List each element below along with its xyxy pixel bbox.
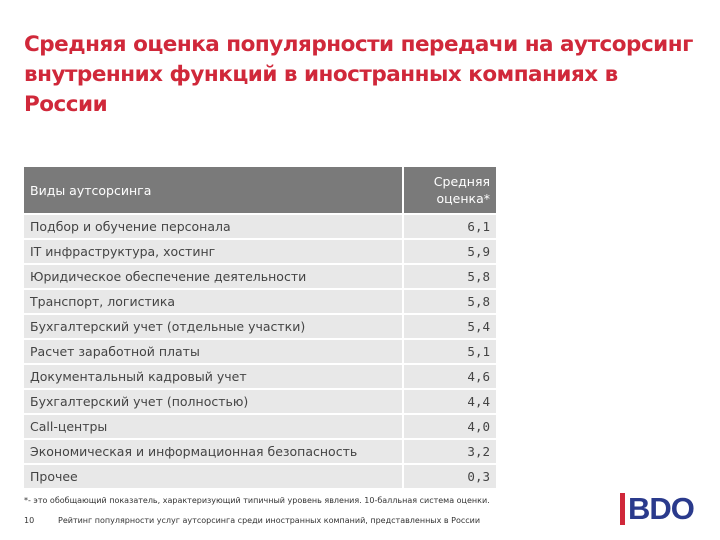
average-score: 5,8 — [402, 290, 496, 313]
table-row — [24, 290, 496, 313]
outsourcing-table — [24, 165, 496, 490]
table-row — [24, 365, 496, 388]
outsourcing-type: Прочее — [24, 465, 402, 488]
average-score: 5,9 — [402, 240, 496, 263]
average-score: 5,1 — [402, 340, 496, 363]
table-row — [24, 415, 496, 438]
outsourcing-type: Юридическое обеспечение деятельности — [24, 265, 402, 288]
header-score: Средняя оценка* — [402, 167, 496, 213]
average-score: 5,8 — [402, 265, 496, 288]
table-row — [24, 265, 496, 288]
outsourcing-type: IT инфраструктура, хостинг — [24, 240, 402, 263]
average-score: 4,6 — [402, 365, 496, 388]
footer-caption: Рейтинг популярности услуг аутсорсинга среди иностранных компаний, представленных в России — [58, 516, 481, 525]
footer — [24, 516, 480, 525]
outsourcing-type: Бухгалтерский учет (отдельные участки) — [24, 315, 402, 338]
table-row — [24, 240, 496, 263]
table-row — [24, 390, 496, 413]
average-score: 3,2 — [402, 440, 496, 463]
outsourcing-type: Расчет заработной платы — [24, 340, 402, 363]
average-score: 0,3 — [402, 465, 496, 488]
table-row — [24, 465, 496, 488]
page-number: 10 — [24, 516, 35, 525]
bdo-logo — [620, 492, 694, 526]
average-score: 5,4 — [402, 315, 496, 338]
header-type: Виды аутсорсинга — [24, 167, 402, 213]
outsourcing-type: Экономическая и информационная безопасность — [24, 440, 402, 463]
slide-title: Средняя оценка популярности передачи на аутсорсинг внутренних функций в иностранных компаниях в России — [24, 32, 693, 117]
table-row — [24, 315, 496, 338]
table-row — [24, 440, 496, 463]
average-score: 4,4 — [402, 390, 496, 413]
average-score: 4,0 — [402, 415, 496, 438]
footnote: *- это обобщающий показатель, характеризующий типичный уровень явления. 10-балльная система оценки. — [24, 496, 490, 505]
table-row — [24, 215, 496, 238]
logo-text: BDO — [628, 491, 694, 526]
outsourcing-type: Транспорт, логистика — [24, 290, 402, 313]
table-header-row — [24, 167, 496, 213]
average-score: 6,1 — [402, 215, 496, 238]
outsourcing-type: Бухгалтерский учет (полностью) — [24, 390, 402, 413]
outsourcing-type: Подбор и обучение персонала — [24, 215, 402, 238]
outsourcing-type: Call-центры — [24, 415, 402, 438]
outsourcing-type: Документальный кадровый учет — [24, 365, 402, 388]
logo-bar — [620, 493, 625, 525]
table-row — [24, 340, 496, 363]
table-body — [24, 215, 496, 488]
